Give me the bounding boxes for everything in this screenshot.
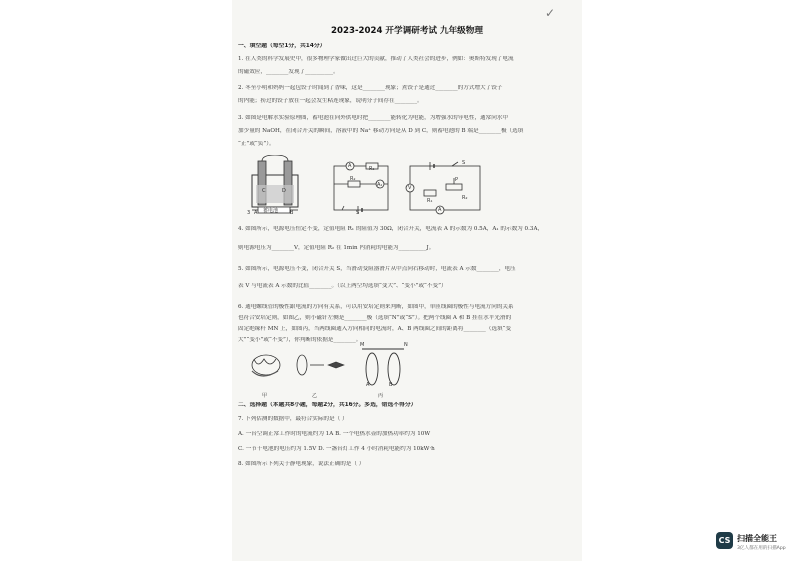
fig6-bing: 丙 xyxy=(378,393,384,399)
question-6-line-3: 固定绝缘杆 MN 上，如图丙，当两线圈通入方向相同的电流时，A、B 两线圈之间的距离将________（选填“变 xyxy=(238,326,512,332)
section-choice: 二、选择题（本题共8小题，每题2分，共16分。多选，错选不得分） xyxy=(238,402,417,408)
fig4-ammeter-a: A xyxy=(348,163,352,169)
fig4-r2: R₂ xyxy=(350,176,356,182)
camscanner-logo: CS xyxy=(716,532,733,549)
question-3-line-2: 加少量的 NaOH，在闭合开关的瞬间，溶液中的 Na⁺ 移动方向是从 D 到 C，则蓄电池的 B 端是________极（选填 xyxy=(238,128,524,134)
fig3-number: 3 xyxy=(247,210,251,216)
camscanner-brand: 扫描全能王 xyxy=(737,534,777,543)
question-3-line-3: “正”或“负”）。 xyxy=(238,141,275,147)
fig3-label-d: D xyxy=(282,188,286,194)
question-5-line-1: 5. 如图所示，电源电压不变，闭合开关 S，当滑动变阻器滑片从中点向右移动时，电流表 A 示数________，电压 xyxy=(238,266,516,272)
question-4-line-1: 4. 如图所示，电源电压恒定不变，定值电阻 R₁ 的阻值为 30Ω，闭合开关，电流表 A 的示数为 0.5A，A₁ 的示数为 0.3A， xyxy=(238,226,544,232)
fig6-n: N xyxy=(404,342,408,348)
fig5-ammeter: A xyxy=(438,207,442,213)
question-6-line-4: 大”“变小”或“不变”），你判断的依据是________。 xyxy=(238,337,362,343)
question-7-options-ab: A. 一台空调正常工作时的电流约为 1A B. 一个电热水壶的加热功率约为 10W xyxy=(238,431,431,437)
question-7: 7. 下列估测的数据中，最符合实际的是（ ） xyxy=(238,416,348,422)
fig5-voltmeter: V xyxy=(408,185,412,191)
fig3-label-a: A xyxy=(254,210,258,216)
fig3-label-b: B xyxy=(290,210,294,216)
question-7-options-cd: C. 一节干电池的电压约为 1.5V D. 一盏台灯工作 4 小时消耗电能约为 10kW·h xyxy=(238,446,435,452)
page-title: 2023-2024 开学调研考试 九年级物理 xyxy=(331,26,483,36)
fig5-r1: R₁ xyxy=(427,198,433,204)
fig4-switch: S xyxy=(356,210,360,216)
fig6-m: M xyxy=(360,342,365,348)
question-5-line-2: 表 V 与电流表 A 示数的比值________。（以上两空均选填“变大”、“变小”或“不变”） xyxy=(238,283,447,289)
figure-rheostat-circuit xyxy=(402,160,484,216)
fig6-coil-b: B xyxy=(389,382,393,388)
question-4-line-2: 则电源电压为________V，定值电阻 R₂ 在 1min 内消耗的电能为__________J。 xyxy=(238,245,435,251)
fig4-ammeter-a1: A₁ xyxy=(377,182,383,188)
fig4-r1: R₁ xyxy=(369,166,375,172)
fig6-yi: 乙 xyxy=(312,393,318,399)
fig5-slider-p: P xyxy=(455,177,459,183)
fig5-switch: S xyxy=(462,160,466,166)
fig6-coil-a: A xyxy=(366,382,370,388)
question-2-line-1: 2. 冬至小明和妈妈一起包饺子时闻到了香味，这是________现象；煮饺子是通过________的方式增大了饺子 xyxy=(238,85,503,91)
section-fill-blank: 一、填空题（每空1分，共14分） xyxy=(238,43,326,49)
fig3-label-battery: 蓄电池 xyxy=(263,208,279,214)
question-6-line-1: 6. 通电螺线管的极性跟电流的方向有关系，可以用安培定则来判断，如图甲，单匝线圈的极性与电流方向的关系 xyxy=(238,304,514,310)
question-1-line-1: 1. 在人类的科学发展史中，很多物理学家做出过巨大的贡献，推动了人类社会的进步，例如：奥斯特发现了电流 xyxy=(238,56,514,62)
figure-parallel-circuit xyxy=(330,160,392,216)
corner-mark: ✓ xyxy=(545,6,556,20)
fig3-label-c: C xyxy=(262,188,266,194)
question-3-line-1: 3. 如图是电解水实验原理图，蓄电池在向外供电时把________能转化为电能，为增强水的导电性，通常向水中 xyxy=(238,115,509,121)
question-8: 8. 如图所示下列关于静电现象，说法正确的是（ ） xyxy=(238,461,365,467)
figure-electrolysis xyxy=(244,155,324,217)
camscanner-slogan: 3亿人都在用的扫描App xyxy=(737,546,786,551)
question-1-line-2: 的磁效应，________发现了__________。 xyxy=(238,69,339,75)
figure-coils xyxy=(244,345,409,393)
question-6-line-2: 也符合安培定则，如图乙，则小磁针左侧是________极（选填“N”或“S”）。把两个线圈 A 和 B 挂在水平光滑的 xyxy=(238,315,512,321)
fig5-r2: R₂ xyxy=(462,195,468,201)
fig6-jia: 甲 xyxy=(262,393,268,399)
question-2-line-2: 的内能；捞过的饺子放在一起会发生粘连现象，说明分子间存在________。 xyxy=(238,98,423,104)
